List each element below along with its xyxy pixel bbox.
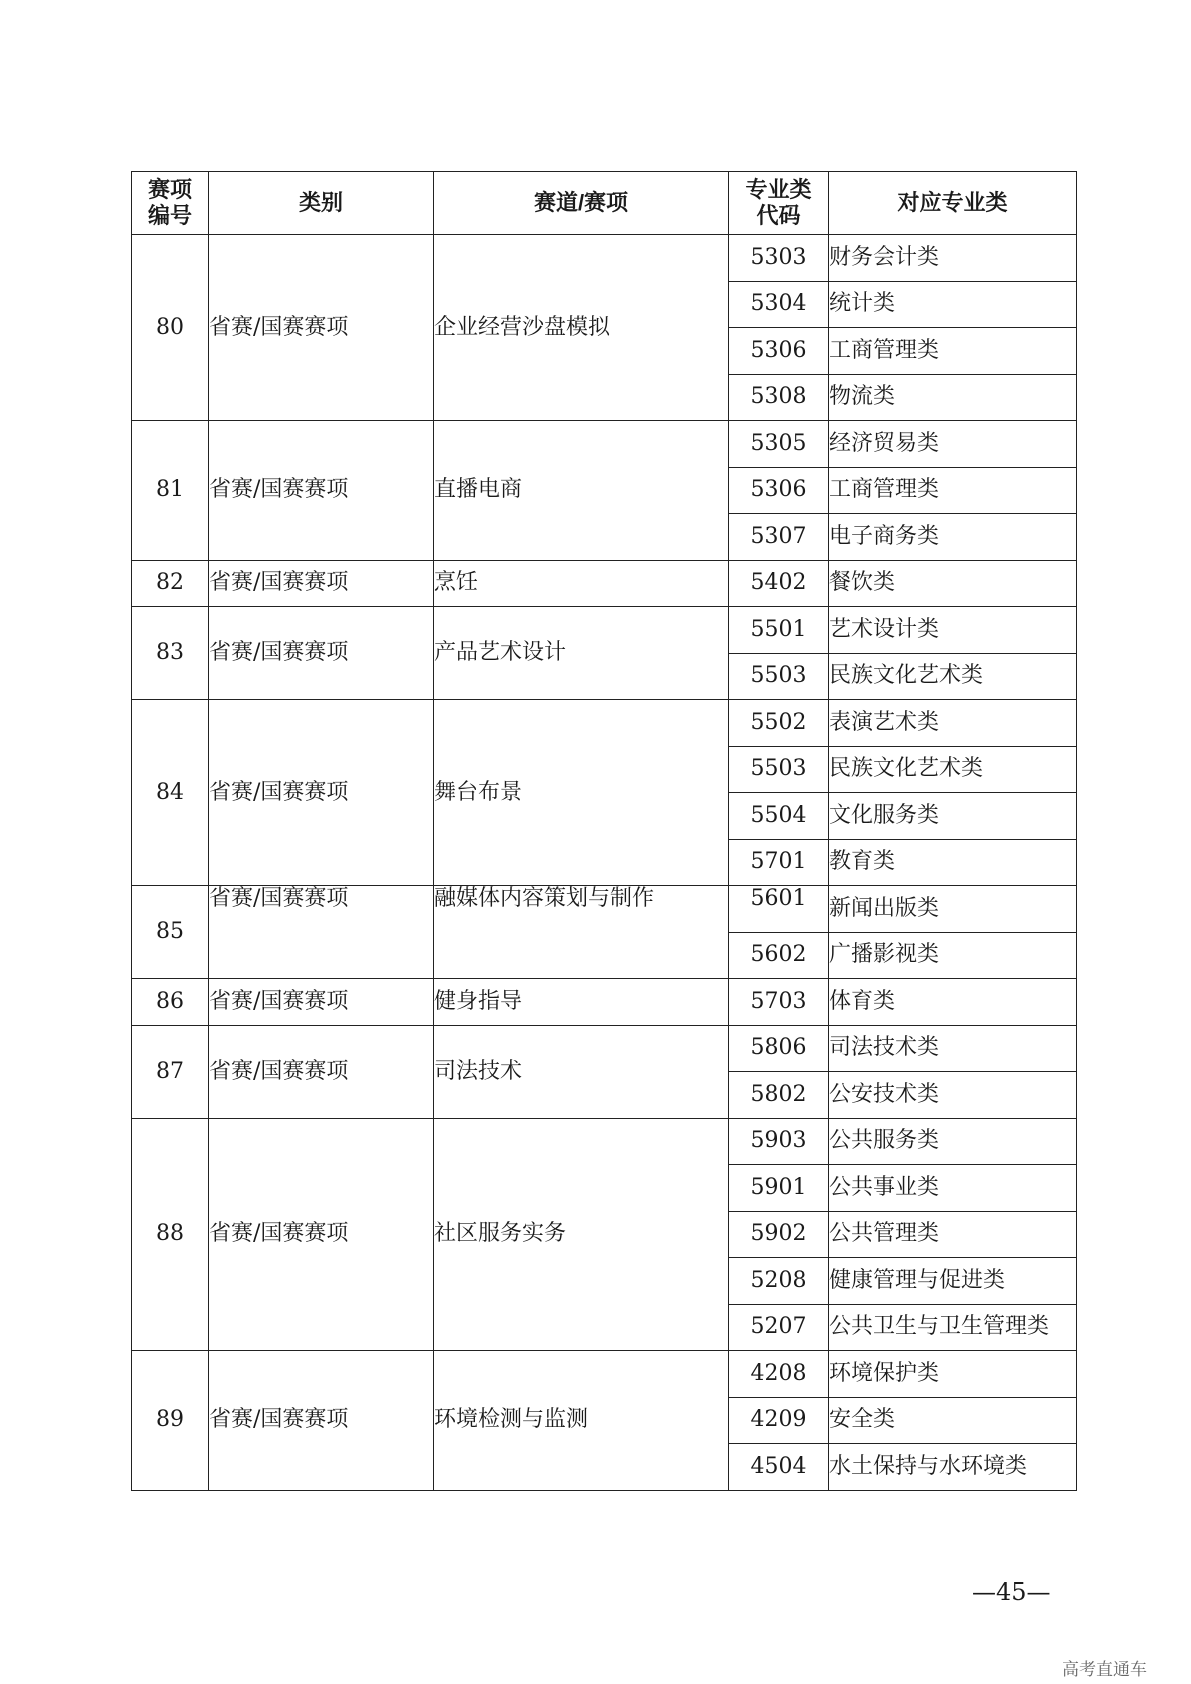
table-row xyxy=(132,1118,1077,1165)
major-name-cell: 财务会计类 xyxy=(829,235,1077,282)
major-code-cell: 5903 xyxy=(729,1118,829,1165)
category-cell: 省赛/国赛赛项 xyxy=(209,607,434,700)
header-major-code-line2: 代码 xyxy=(756,203,801,228)
major-name-cell: 体育类 xyxy=(829,979,1077,1026)
major-code-cell: 5306 xyxy=(729,328,829,375)
major-name-cell: 统计类 xyxy=(829,281,1077,328)
track-cell: 环境检测与监测 xyxy=(434,1351,729,1491)
header-row xyxy=(132,172,1077,235)
major-name-cell: 民族文化艺术类 xyxy=(829,746,1077,793)
major-name-cell: 公共服务类 xyxy=(829,1118,1077,1165)
major-name-cell: 公共管理类 xyxy=(829,1211,1077,1258)
table-body xyxy=(132,235,1077,1491)
category-cell: 省赛/国赛赛项 xyxy=(209,700,434,886)
page-number: —45— xyxy=(972,1578,1051,1606)
item-number: 89 xyxy=(132,1351,209,1491)
major-code-cell: 5601 xyxy=(729,886,829,933)
watermark: 高考直通车 xyxy=(1062,1660,1147,1680)
major-code-cell: 4504 xyxy=(729,1444,829,1491)
major-code-cell: 4209 xyxy=(729,1397,829,1444)
major-name-cell: 新闻出版类 xyxy=(829,886,1077,933)
item-number: 88 xyxy=(132,1118,209,1351)
table-row xyxy=(132,560,1077,607)
major-name-cell: 餐饮类 xyxy=(829,560,1077,607)
track-cell: 企业经营沙盘模拟 xyxy=(434,235,729,421)
track-cell: 产品艺术设计 xyxy=(434,607,729,700)
major-name-cell: 经济贸易类 xyxy=(829,421,1077,468)
item-number: 82 xyxy=(132,560,209,607)
item-number: 86 xyxy=(132,979,209,1026)
major-code-cell: 5402 xyxy=(729,560,829,607)
header-category: 类别 xyxy=(209,172,434,235)
major-code-cell: 5501 xyxy=(729,607,829,654)
major-code-cell: 5504 xyxy=(729,793,829,840)
header-major: 对应专业类 xyxy=(829,172,1077,235)
category-cell: 省赛/国赛赛项 xyxy=(209,421,434,561)
header-major-code-line1: 专业类 xyxy=(745,177,812,202)
major-name-cell: 表演艺术类 xyxy=(829,700,1077,747)
major-code-cell: 5308 xyxy=(729,374,829,421)
category-cell: 省赛/国赛赛项 xyxy=(209,1025,434,1118)
major-name-cell: 艺术设计类 xyxy=(829,607,1077,654)
major-name-cell: 工商管理类 xyxy=(829,467,1077,514)
major-code-cell: 5306 xyxy=(729,467,829,514)
major-code-cell: 5703 xyxy=(729,979,829,1026)
major-name-cell: 健康管理与促进类 xyxy=(829,1258,1077,1305)
major-name-cell: 文化服务类 xyxy=(829,793,1077,840)
major-name-cell: 公共卫生与卫生管理类 xyxy=(829,1304,1077,1351)
competition-table xyxy=(131,171,1077,1491)
major-code-cell: 5701 xyxy=(729,839,829,886)
table-row xyxy=(132,1025,1077,1072)
table-row xyxy=(132,700,1077,747)
major-name-cell: 安全类 xyxy=(829,1397,1077,1444)
category-cell: 省赛/国赛赛项 xyxy=(209,1118,434,1351)
major-name-cell: 公安技术类 xyxy=(829,1072,1077,1119)
major-name-cell: 物流类 xyxy=(829,374,1077,421)
major-name-cell: 工商管理类 xyxy=(829,328,1077,375)
table-header xyxy=(132,172,1077,235)
header-track: 赛道/赛项 xyxy=(434,172,729,235)
table-row xyxy=(132,886,1077,933)
item-number: 83 xyxy=(132,607,209,700)
major-code-cell: 5304 xyxy=(729,281,829,328)
table-row xyxy=(132,1351,1077,1398)
major-code-cell: 5305 xyxy=(729,421,829,468)
track-cell: 社区服务实务 xyxy=(434,1118,729,1351)
header-item-number-line1: 赛项 xyxy=(147,177,192,202)
item-number: 87 xyxy=(132,1025,209,1118)
major-code-cell: 4208 xyxy=(729,1351,829,1398)
major-code-cell: 5503 xyxy=(729,746,829,793)
major-code-cell: 5503 xyxy=(729,653,829,700)
major-name-cell: 公共事业类 xyxy=(829,1165,1077,1212)
header-item-number-line2: 编号 xyxy=(147,203,192,228)
track-cell: 健身指导 xyxy=(434,979,729,1026)
item-number: 84 xyxy=(132,700,209,886)
track-cell: 直播电商 xyxy=(434,421,729,561)
major-code-cell: 5307 xyxy=(729,514,829,561)
major-name-cell: 广播影视类 xyxy=(829,932,1077,979)
major-name-cell: 司法技术类 xyxy=(829,1025,1077,1072)
major-name-cell: 电子商务类 xyxy=(829,514,1077,561)
table-row xyxy=(132,235,1077,282)
category-cell: 省赛/国赛赛项 xyxy=(209,560,434,607)
track-cell: 舞台布景 xyxy=(434,700,729,886)
track-cell: 司法技术 xyxy=(434,1025,729,1118)
major-code-cell: 5502 xyxy=(729,700,829,747)
item-number: 80 xyxy=(132,235,209,421)
major-name-cell: 教育类 xyxy=(829,839,1077,886)
item-number: 81 xyxy=(132,421,209,561)
header-major-code xyxy=(729,172,829,235)
category-cell: 省赛/国赛赛项 xyxy=(209,886,434,979)
category-cell: 省赛/国赛赛项 xyxy=(209,235,434,421)
category-cell: 省赛/国赛赛项 xyxy=(209,979,434,1026)
major-code-cell: 5303 xyxy=(729,235,829,282)
major-name-cell: 环境保护类 xyxy=(829,1351,1077,1398)
major-code-cell: 5901 xyxy=(729,1165,829,1212)
header-item-number xyxy=(132,172,209,235)
major-code-cell: 5602 xyxy=(729,932,829,979)
track-cell: 烹饪 xyxy=(434,560,729,607)
major-code-cell: 5208 xyxy=(729,1258,829,1305)
category-cell: 省赛/国赛赛项 xyxy=(209,1351,434,1491)
major-code-cell: 5902 xyxy=(729,1211,829,1258)
major-code-cell: 5802 xyxy=(729,1072,829,1119)
item-number: 85 xyxy=(132,886,209,979)
table-row xyxy=(132,607,1077,654)
major-code-cell: 5806 xyxy=(729,1025,829,1072)
major-name-cell: 水土保持与水环境类 xyxy=(829,1444,1077,1491)
table-row xyxy=(132,979,1077,1026)
major-code-cell: 5207 xyxy=(729,1304,829,1351)
track-cell: 融媒体内容策划与制作 xyxy=(434,886,729,979)
table-row xyxy=(132,421,1077,468)
major-name-cell: 民族文化艺术类 xyxy=(829,653,1077,700)
